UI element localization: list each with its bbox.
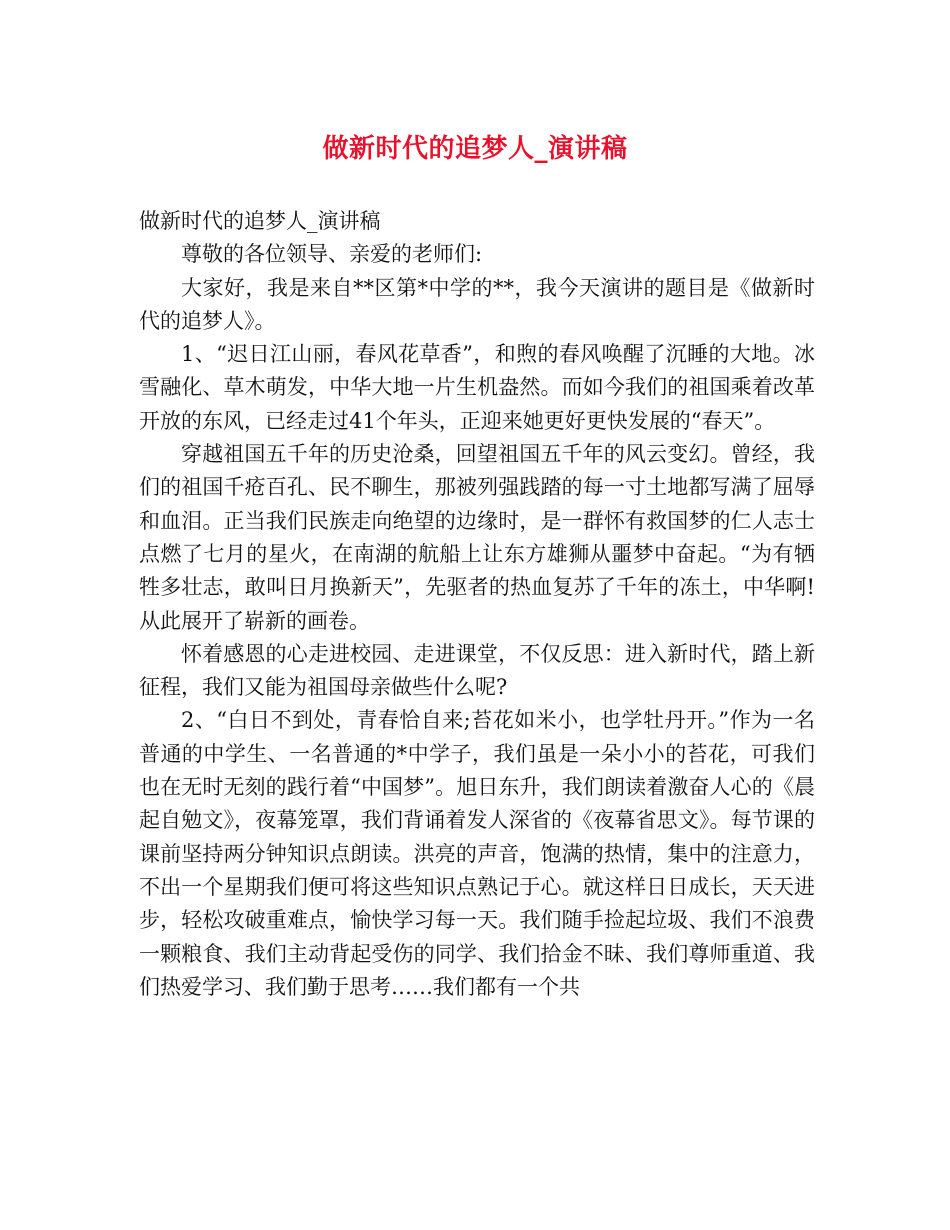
body-heading-line: 做新时代的追梦人_演讲稿: [139, 209, 381, 233]
document-title: 做新时代的追梦人_演讲稿: [322, 134, 628, 164]
intro-paragraph: 大家好，我是来自**区第*中学的**，我今天演讲的题目是《做新时代的追梦人》。: [139, 275, 815, 333]
paragraph-student-life: 2、“白日不到处，青春恰自来;苔花如米小，也学牡丹开。”作为一名普通的中学生、一名普通的*中学子，我们虽是一朵小小的苔花，可我们也在无时无刻的践行着“中国梦”。旭日东升，我们朗读着激奋人心的《晨起自勉文》，夜幕笼罩，我们背诵着发人深省的《夜幕省思文》。每节课的课前坚持两分钟知识点朗读。洪亮的声音，饱满的热情，集中的注意力，不出一个星期我们便可将这些知识点熟记于心。就这样日日成长，天天进步，轻松攻破重难点，愉快学习每一天。我们随手捡起垃圾、我们不浪费一颗粮食、我们主动背起受伤的同学、我们拾金不昧、我们尊师重道、我们热爱学习、我们勤于思考……我们都有一个共: [139, 708, 815, 999]
paragraph-spring: 1、“迟日江山丽，春风花草香”，和煦的春风唤醒了沉睡的大地。冰雪融化、草木萌发，中华大地一片生机盎然。而如今我们的祖国乘着改革开放的东风，已经走过41个年头，正迎来她更好更快发展的“春天”。: [139, 342, 815, 433]
salutation-paragraph: 尊敬的各位领导、亲爱的老师们:: [181, 242, 483, 267]
paragraph-reflection: 怀着感恩的心走进校园、走进课堂，不仅反思：进入新时代，踏上新征程，我们又能为祖国母亲做些什么呢?: [139, 641, 815, 700]
document-body: [139, 205, 815, 1004]
paragraph-history: 穿越祖国五千年的历史沧桑，回望祖国五千年的风云变幻。曾经，我们的祖国千疮百孔、民不聊生，那被列强践踏的每一寸土地都写满了屈辱和血泪。正当我们民族走向绝望的边缘时，是一群怀有救国梦的仁人志士点燃了七月的星火，在南湖的航船上让东方雄狮从噩梦中奋起。“为有牺牲多壮志，敢叫日月换新天”，先驱者的热血复苏了千年的冻土，中华啊!从此展开了崭新的画卷。: [139, 442, 815, 633]
